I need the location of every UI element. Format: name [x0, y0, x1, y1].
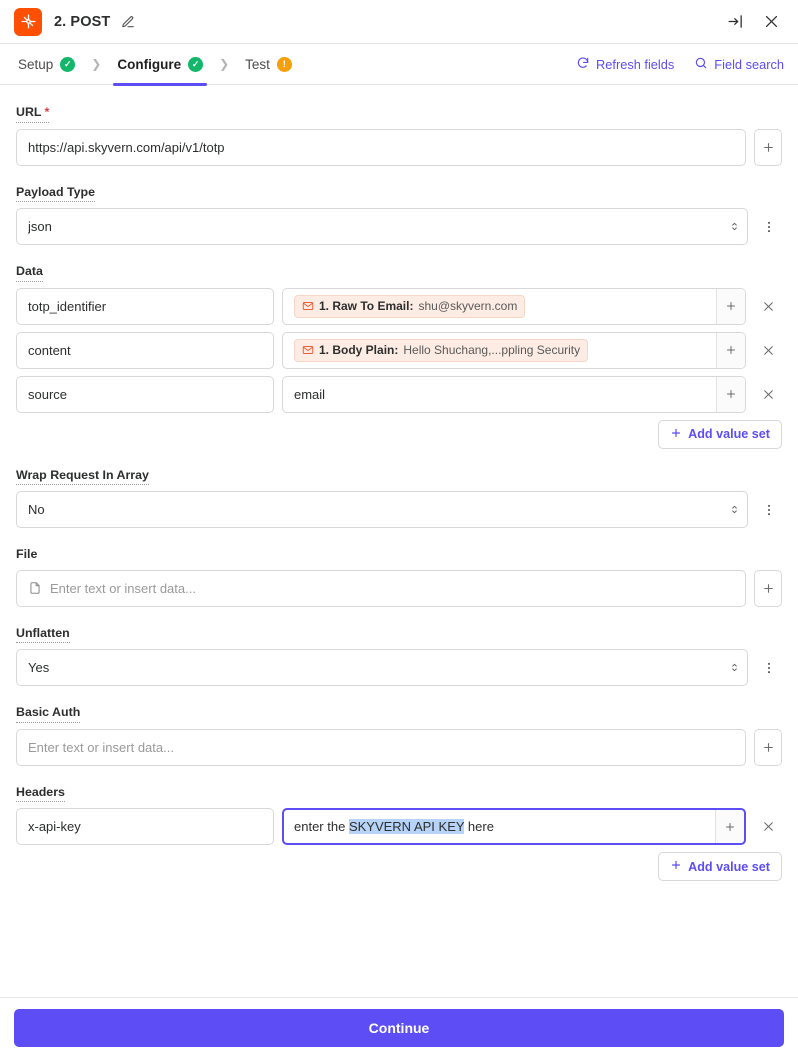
data-chip-label-0: 1. Raw To Email:: [319, 299, 414, 313]
unflatten-more-options-icon[interactable]: [756, 649, 782, 686]
field-basic-auth: [16, 703, 782, 766]
data-key-value-2: source: [28, 386, 68, 402]
field-headers: [16, 783, 782, 882]
field-url-row: [16, 129, 782, 166]
data-key-input-0[interactable]: [16, 288, 274, 325]
tab-separator: ❯: [219, 57, 230, 71]
document-icon: [28, 581, 42, 595]
wrap-request-more-options-icon[interactable]: [756, 491, 782, 528]
data-chip-label-1: 1. Body Plain:: [319, 343, 399, 357]
data-key-input-2[interactable]: [16, 376, 274, 413]
footer: [0, 997, 798, 1058]
headers-key-input-0[interactable]: [16, 808, 274, 845]
search-icon: [694, 56, 708, 73]
refresh-icon: [576, 56, 590, 73]
titlebar: [0, 0, 798, 44]
collapse-panel-icon[interactable]: [722, 9, 748, 35]
chevron-updown-icon: [721, 209, 747, 244]
data-remove-row-button-0[interactable]: [754, 288, 782, 325]
continue-button[interactable]: Continue: [14, 1009, 784, 1047]
data-key-value-0: totp_identifier: [28, 298, 107, 314]
data-add-value-set-button[interactable]: [658, 420, 782, 449]
url-input-value: https://api.skyvern.com/api/v1/totp: [28, 139, 225, 155]
data-value-input-2[interactable]: [282, 376, 746, 413]
close-icon[interactable]: [758, 9, 784, 35]
field-file-row: [16, 570, 782, 607]
field-payload-type-label: Payload Type: [16, 185, 95, 203]
tab-configure[interactable]: [113, 44, 207, 85]
headers-value-selected: SKYVERN API KEY: [348, 819, 465, 834]
page-title: 2. POST: [54, 13, 111, 30]
data-row: [16, 332, 782, 369]
data-add-value-set-label: Add value set: [688, 427, 770, 441]
field-wrap-request-row: [16, 491, 782, 528]
headers-row: [16, 808, 782, 845]
tab-setup[interactable]: [14, 44, 79, 85]
field-wrap-request-label: Wrap Request In Array: [16, 468, 149, 486]
headers-add-value-set-button[interactable]: [658, 852, 782, 881]
payload-type-select[interactable]: [16, 208, 748, 245]
wrap-request-value: No: [28, 502, 45, 517]
data-remove-row-button-1[interactable]: [754, 332, 782, 369]
refresh-fields-label: Refresh fields: [596, 56, 675, 72]
headers-value-input-0[interactable]: [282, 808, 746, 845]
plus-icon: [670, 859, 682, 874]
basic-auth-placeholder: Enter text or insert data...: [28, 739, 174, 755]
data-key-value-1: content: [28, 342, 71, 358]
tab-separator: ❯: [91, 57, 102, 71]
field-url-label: [16, 105, 49, 123]
unflatten-value: Yes: [28, 660, 50, 675]
data-insert-data-button-0[interactable]: [716, 289, 745, 324]
field-search-button[interactable]: [694, 56, 784, 73]
field-url-label-text: URL: [16, 105, 42, 119]
field-file-label: File: [16, 547, 38, 561]
tab-setup-label: Setup: [18, 56, 54, 72]
headers-add-value-set-label: Add value set: [688, 859, 770, 874]
headers-key-value-0: x-api-key: [28, 819, 81, 834]
zapier-webhooks-icon: [14, 8, 42, 36]
field-unflatten-row: [16, 649, 782, 686]
data-row: [16, 376, 782, 413]
data-value-chip-1[interactable]: [294, 339, 588, 362]
email-icon: [302, 344, 314, 356]
tab-setup-status-badge: ✓: [60, 57, 75, 72]
headers-insert-data-button-0[interactable]: [715, 810, 744, 843]
chevron-updown-icon: [721, 492, 747, 527]
field-file: [16, 545, 782, 607]
data-value-text-2: email: [294, 386, 326, 402]
basic-auth-input[interactable]: [16, 729, 746, 766]
chevron-updown-icon: [721, 650, 747, 685]
field-url: [16, 103, 782, 166]
tab-test[interactable]: [241, 44, 296, 85]
field-data: [16, 262, 782, 449]
field-basic-auth-row: [16, 729, 782, 766]
field-search-label: Field search: [714, 56, 784, 72]
field-unflatten-label: Unflatten: [16, 626, 70, 644]
data-chip-value-1: Hello Shuchang,...ppling Security: [403, 343, 581, 357]
data-row: [16, 288, 782, 325]
headers-value-suffix: here: [464, 819, 494, 834]
data-insert-data-button-2[interactable]: [716, 377, 745, 412]
refresh-fields-button[interactable]: [576, 56, 674, 73]
data-chip-value-0: shu@skyvern.com: [418, 299, 518, 313]
data-value-input-0[interactable]: [282, 288, 746, 325]
pencil-icon[interactable]: [118, 12, 138, 32]
field-basic-auth-label: Basic Auth: [16, 705, 80, 723]
field-payload-type: [16, 183, 782, 246]
headers-value-text-0: [294, 819, 494, 834]
field-payload-type-row: [16, 208, 782, 245]
file-insert-data-button[interactable]: [754, 570, 782, 607]
file-input[interactable]: [16, 570, 746, 607]
data-value-chip-0[interactable]: [294, 295, 525, 318]
tab-test-status-badge: !: [277, 57, 292, 72]
step-tabs: [0, 44, 798, 85]
tab-configure-status-badge: ✓: [188, 57, 203, 72]
data-add-value-set-row: [16, 420, 782, 449]
headers-value-prefix: enter the: [294, 819, 349, 834]
wrap-request-select[interactable]: [16, 491, 748, 528]
field-wrap-request-in-array: [16, 466, 782, 529]
email-icon: [302, 300, 314, 312]
field-headers-label: Headers: [16, 785, 65, 803]
field-unflatten: [16, 624, 782, 687]
field-data-label: Data: [16, 264, 43, 282]
plus-icon: [670, 427, 682, 442]
required-marker: *: [44, 105, 50, 119]
payload-type-more-options-icon[interactable]: [756, 208, 782, 245]
data-key-input-1[interactable]: [16, 332, 274, 369]
data-value-input-1[interactable]: [282, 332, 746, 369]
tab-test-label: Test: [245, 56, 270, 72]
unflatten-select[interactable]: [16, 649, 748, 686]
tab-configure-label: Configure: [117, 56, 182, 72]
headers-remove-row-button-0[interactable]: [754, 808, 782, 845]
headers-add-value-set-row: [16, 852, 782, 881]
payload-type-value: json: [28, 219, 52, 234]
url-input[interactable]: [16, 129, 746, 166]
configure-form: [0, 85, 798, 997]
file-input-placeholder: Enter text or insert data...: [50, 580, 196, 596]
url-insert-data-button[interactable]: [754, 129, 782, 166]
data-remove-row-button-2[interactable]: [754, 376, 782, 413]
data-insert-data-button-1[interactable]: [716, 333, 745, 368]
basic-auth-insert-data-button[interactable]: [754, 729, 782, 766]
